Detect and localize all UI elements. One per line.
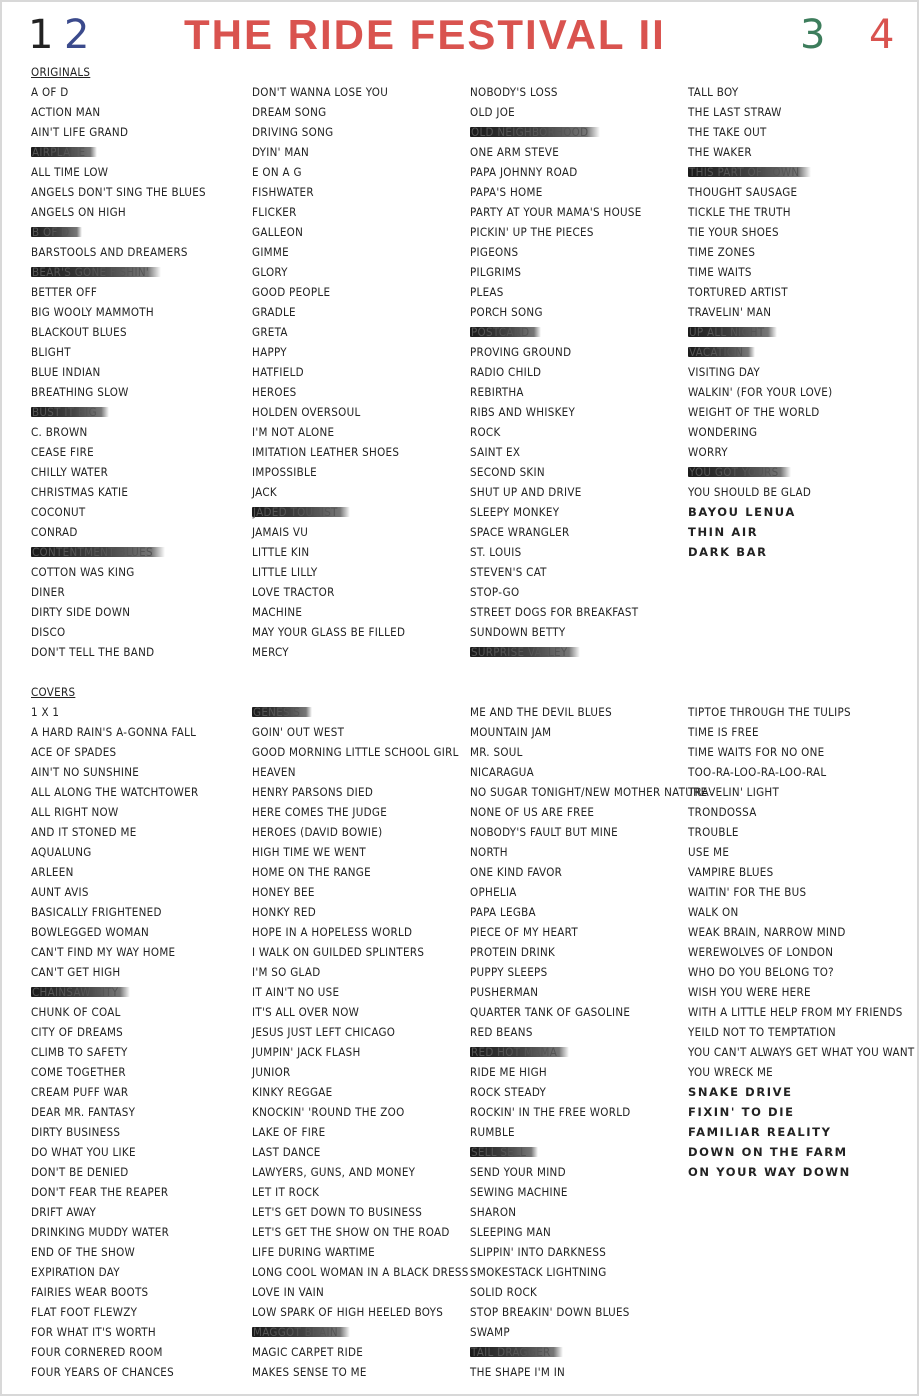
song-item: MR. SOUL — [470, 745, 523, 759]
song-item: FOR WHAT IT'S WORTH — [31, 1325, 156, 1339]
song-item: ME AND THE DEVIL BLUES — [470, 705, 612, 719]
column-number-2: 2 — [64, 12, 90, 58]
song-item: WISH YOU WERE HERE — [688, 985, 811, 999]
song-item: SHUT UP AND DRIVE — [470, 485, 582, 499]
song-item: THE LAST STRAW — [688, 105, 782, 119]
song-item: WEIGHT OF THE WORLD — [688, 405, 820, 419]
song-item: ROCK STEADY — [470, 1085, 547, 1099]
song-item: WEREWOLVES OF LONDON — [688, 945, 834, 959]
song-item: LONG COOL WOMAN IN A BLACK DRESS — [252, 1265, 469, 1279]
song-item: GLORY — [252, 265, 288, 279]
song-item: A OF D — [31, 85, 69, 99]
song-item: SPACE WRANGLER — [470, 525, 570, 539]
song-item: THOUGHT SAUSAGE — [688, 185, 798, 199]
song-item: LET'S GET DOWN TO BUSINESS — [252, 1205, 423, 1219]
song-item: SECOND SKIN — [470, 465, 545, 479]
highlight-mark: SELL SELL — [470, 1147, 538, 1157]
song-item: ROCK — [470, 425, 501, 439]
song-item: ALL RIGHT NOW — [31, 805, 119, 819]
song-item: PICKIN' UP THE PIECES — [470, 225, 594, 239]
song-item: WONDERING — [688, 425, 758, 439]
highlight-mark: BEAR'S GONE FISHIN' — [31, 267, 161, 277]
song-item: ALL TIME LOW — [31, 165, 109, 179]
song-item: EXPIRATION DAY — [31, 1265, 120, 1279]
highlight-mark: THIS PART OF TOWN — [688, 167, 811, 177]
song-item-played — [688, 162, 908, 182]
song-item: WHO DO YOU BELONG TO? — [688, 965, 834, 979]
song-item: ACTION MAN — [31, 105, 101, 119]
song-item-played — [470, 1042, 690, 1062]
song-item: PUPPY SLEEPS — [470, 965, 548, 979]
song-item: HONEY BEE — [252, 885, 315, 899]
song-item: REBIRTHA — [470, 385, 524, 399]
song-item: MAKES SENSE TO ME — [252, 1365, 367, 1379]
originals-column-1 — [31, 62, 251, 662]
song-item: LAWYERS, GUNS, AND MONEY — [252, 1165, 416, 1179]
song-item: 1 X 1 — [31, 705, 60, 719]
song-item: TIPTOE THROUGH THE TULIPS — [688, 705, 851, 719]
song-item: LITTLE KIN — [252, 545, 310, 559]
song-item: CONRAD — [31, 525, 78, 539]
song-item: NOBODY'S FAULT BUT MINE — [470, 825, 619, 839]
highlight-mark: VACATION — [688, 347, 755, 357]
song-item: TALL BOY — [688, 85, 739, 99]
song-item: TICKLE THE TRUTH — [688, 205, 791, 219]
song-item: PIECE OF MY HEART — [470, 925, 578, 939]
song-item-played — [31, 982, 251, 1002]
song-item-played — [31, 262, 251, 282]
song-item: DON'T TELL THE BAND — [31, 645, 155, 659]
song-item-played — [31, 402, 251, 422]
song-item: STEVEN'S CAT — [470, 565, 547, 579]
song-item: GOIN' OUT WEST — [252, 725, 345, 739]
song-item: THE TAKE OUT — [688, 125, 767, 139]
song-item: SEWING MACHINE — [470, 1185, 568, 1199]
song-item: PILGRIMS — [470, 265, 522, 279]
song-item: DINER — [31, 585, 65, 599]
song-item: LET'S GET THE SHOW ON THE ROAD — [252, 1225, 450, 1239]
highlight-mark: CHAINSAW CITY — [31, 987, 130, 997]
song-item-played — [252, 1322, 472, 1342]
song-item: LOVE TRACTOR — [252, 585, 335, 599]
song-item: GIMME — [252, 245, 289, 259]
song-item: PROTEIN DRINK — [470, 945, 556, 959]
song-item: ACE OF SPADES — [31, 745, 117, 759]
song-item: HEROES (DAVID BOWIE) — [252, 825, 383, 839]
song-item: JACK — [252, 485, 277, 499]
song-item: MAGIC CARPET RIDE — [252, 1345, 364, 1359]
song-item: HEROES — [252, 385, 297, 399]
song-item-played — [31, 542, 251, 562]
song-item: FIXIN' TO DIE — [688, 1105, 795, 1119]
song-item: BLIGHT — [31, 345, 71, 359]
song-item: YOU CAN'T ALWAYS GET WHAT YOU WANT — [688, 1045, 915, 1059]
song-item: IMPOSSIBLE — [252, 465, 317, 479]
song-item: CHRISTMAS KATIE — [31, 485, 129, 499]
song-item: WALKIN' (FOR YOUR LOVE) — [688, 385, 833, 399]
song-item: DEAR MR. FANTASY — [31, 1105, 136, 1119]
song-item: SLIPPIN' INTO DARKNESS — [470, 1245, 607, 1259]
song-item-played — [31, 222, 251, 242]
song-item: NORTH — [470, 845, 508, 859]
song-item: USE ME — [688, 845, 730, 859]
song-item: ST. LOUIS — [470, 545, 522, 559]
originals-column-2 — [252, 62, 472, 662]
song-item: CHILLY WATER — [31, 465, 109, 479]
song-item-played — [252, 702, 472, 722]
song-item: QUARTER TANK OF GASOLINE — [470, 1005, 631, 1019]
song-item: IMITATION LEATHER SHOES — [252, 445, 400, 459]
song-item: DRIFT AWAY — [31, 1205, 97, 1219]
song-item: YEILD NOT TO TEMPTATION — [688, 1025, 836, 1039]
song-item: CAN'T FIND MY WAY HOME — [31, 945, 176, 959]
song-item: ALL ALONG THE WATCHTOWER — [31, 785, 199, 799]
song-item: STREET DOGS FOR BREAKFAST — [470, 605, 639, 619]
song-item: DARK BAR — [688, 545, 768, 559]
song-item: RIBS AND WHISKEY — [470, 405, 576, 419]
song-item: WITH A LITTLE HELP FROM MY FRIENDS — [688, 1005, 903, 1019]
covers-column-3 — [470, 682, 708, 1382]
song-item: TOO-RA-LOO-RA-LOO-RAL — [688, 765, 827, 779]
song-item: HENRY PARSONS DIED — [252, 785, 374, 799]
song-item: JUNIOR — [252, 1065, 291, 1079]
song-item: SLEEPING MAN — [470, 1225, 552, 1239]
song-item: STOP BREAKIN' DOWN BLUES — [470, 1305, 630, 1319]
song-item: FAIRIES WEAR BOOTS — [31, 1285, 149, 1299]
song-item: NONE OF US ARE FREE — [470, 805, 595, 819]
song-item: LAKE OF FIRE — [252, 1125, 326, 1139]
song-item: ON YOUR WAY DOWN — [688, 1165, 851, 1179]
song-item: TRAVELIN' MAN — [688, 305, 772, 319]
highlight-mark: UP ALL NIGHT — [688, 327, 777, 337]
song-item: RUMBLE — [470, 1125, 515, 1139]
song-item: GALLEON — [252, 225, 304, 239]
song-item: DRINKING MUDDY WATER — [31, 1225, 170, 1239]
song-item: NICARAGUA — [470, 765, 535, 779]
highlight-mark: AIRPLANE — [31, 147, 97, 157]
spacer — [688, 682, 908, 702]
song-item: HOME ON THE RANGE — [252, 865, 371, 879]
song-item: AIN'T NO SUNSHINE — [31, 765, 140, 779]
song-item: PROVING GROUND — [470, 345, 572, 359]
song-item: STOP-GO — [470, 585, 520, 599]
song-item: PAPA'S HOME — [470, 185, 543, 199]
song-item: PARTY AT YOUR MAMA'S HOUSE — [470, 205, 642, 219]
song-item: SNAKE DRIVE — [688, 1085, 793, 1099]
highlight-mark: CONTENTMENT BLUES — [31, 547, 165, 557]
song-item: CREAM PUFF WAR — [31, 1085, 129, 1099]
song-item: I WALK ON GUILDED SPLINTERS — [252, 945, 425, 959]
song-item: SHARON — [470, 1205, 517, 1219]
song-item: LOVE IN VAIN — [252, 1285, 325, 1299]
song-item: CAN'T GET HIGH — [31, 965, 121, 979]
song-item: TORTURED ARTIST — [688, 285, 788, 299]
song-item: FAMILIAR REALITY — [688, 1125, 832, 1139]
song-item: NO SUGAR TONIGHT/NEW MOTHER NATURE — [470, 785, 708, 799]
song-item: LITTLE LILLY — [252, 565, 318, 579]
song-item: VISITING DAY — [688, 365, 761, 379]
song-item: TRAVELIN' LIGHT — [688, 785, 780, 799]
song-item: ANGELS DON'T SING THE BLUES — [31, 185, 206, 199]
song-item-played — [470, 122, 690, 142]
song-item: KNOCKIN' 'ROUND THE ZOO — [252, 1105, 405, 1119]
song-item: ONE ARM STEVE — [470, 145, 560, 159]
spacer — [470, 682, 690, 702]
song-item: FISHWATER — [252, 185, 314, 199]
highlight-mark: SURPRISE VALLEY — [470, 647, 580, 657]
song-item: HATFIELD — [252, 365, 304, 379]
song-item: VAMPIRE BLUES — [688, 865, 774, 879]
song-item: DISCO — [31, 625, 66, 639]
song-item-played — [470, 322, 690, 342]
song-item: COTTON WAS KING — [31, 565, 135, 579]
spacer — [252, 682, 472, 702]
song-item: SUNDOWN BETTY — [470, 625, 566, 639]
song-item: SEND YOUR MIND — [470, 1165, 566, 1179]
song-item: BAYOU LENUA — [688, 505, 796, 519]
song-item: AUNT AVIS — [31, 885, 89, 899]
song-item: TIME ZONES — [688, 245, 756, 259]
song-item: DON'T WANNA LOSE YOU — [252, 85, 389, 99]
song-item: BIG WOOLY MAMMOTH — [31, 305, 155, 319]
song-item: SWAMP — [470, 1325, 510, 1339]
song-item: HOLDEN OVERSOUL — [252, 405, 361, 419]
song-item: PIGEONS — [470, 245, 519, 259]
song-item: GRADLE — [252, 305, 296, 319]
highlight-mark: RED HOT MAMA — [470, 1047, 569, 1057]
song-item: HEAVEN — [252, 765, 296, 779]
song-item: SLEEPY MONKEY — [470, 505, 560, 519]
song-item: FOUR CORNERED ROOM — [31, 1345, 163, 1359]
song-item: ANGELS ON HIGH — [31, 205, 126, 219]
song-item: I'M SO GLAD — [252, 965, 321, 979]
highlight-mark: POSTCARD — [470, 327, 541, 337]
page-title: THE RIDE FESTIVAL II — [184, 11, 666, 58]
song-item: C. BROWN — [31, 425, 88, 439]
spacer — [688, 62, 908, 82]
song-item: IT'S ALL OVER NOW — [252, 1005, 360, 1019]
song-item: BETTER OFF — [31, 285, 98, 299]
song-item: DREAM SONG — [252, 105, 327, 119]
song-item: DRIVING SONG — [252, 125, 334, 139]
song-item: RED BEANS — [470, 1025, 533, 1039]
song-item: GRETA — [252, 325, 288, 339]
song-item: SOLID ROCK — [470, 1285, 538, 1299]
song-item: JUMPIN' JACK FLASH — [252, 1045, 361, 1059]
column-number-3: 3 — [800, 12, 826, 58]
song-item: CHUNK OF COAL — [31, 1005, 121, 1019]
song-item: BOWLEGGED WOMAN — [31, 925, 150, 939]
song-item: WAITIN' FOR THE BUS — [688, 885, 807, 899]
song-item-played — [688, 322, 908, 342]
covers-column-1 — [31, 682, 251, 1382]
originals-column-3 — [470, 62, 690, 662]
spacer — [252, 62, 472, 82]
song-item: E ON A G — [252, 165, 302, 179]
song-item: BARSTOOLS AND DREAMERS — [31, 245, 188, 259]
song-item: FOUR YEARS OF CHANCES — [31, 1365, 174, 1379]
song-item: IT AIN'T NO USE — [252, 985, 340, 999]
song-item-played — [31, 142, 251, 162]
song-item: FLICKER — [252, 205, 297, 219]
song-item: LET IT ROCK — [252, 1185, 320, 1199]
song-item: RIDE ME HIGH — [470, 1065, 548, 1079]
song-item: ARLEEN — [31, 865, 74, 879]
originals-column-4 — [688, 62, 908, 562]
song-item-played — [470, 1342, 690, 1362]
song-item: AND IT STONED ME — [31, 825, 137, 839]
song-item: HAPPY — [252, 345, 287, 359]
song-item: SMOKESTACK LIGHTNING — [470, 1265, 607, 1279]
song-item: A HARD RAIN'S A-GONNA FALL — [31, 725, 197, 739]
song-item: TIME WAITS FOR NO ONE — [688, 745, 825, 759]
column-number-4: 4 — [869, 12, 895, 58]
song-item: MOUNTAIN JAM — [470, 725, 552, 739]
song-item: DON'T FEAR THE REAPER — [31, 1185, 169, 1199]
highlight-mark: MAGGOT BRAIN — [252, 1327, 350, 1337]
song-item-played — [470, 1142, 690, 1162]
song-item: OPHELIA — [470, 885, 517, 899]
song-item: WEAK BRAIN, NARROW MIND — [688, 925, 846, 939]
originals-heading: ORIGINALS — [31, 65, 91, 79]
song-item: TIME IS FREE — [688, 725, 759, 739]
song-item: MAY YOUR GLASS BE FILLED — [252, 625, 406, 639]
song-item: PORCH SONG — [470, 305, 543, 319]
song-item: I'M NOT ALONE — [252, 425, 335, 439]
song-item-played — [252, 502, 472, 522]
song-item: LOW SPARK OF HIGH HEELED BOYS — [252, 1305, 444, 1319]
song-item-played — [688, 462, 908, 482]
song-item: TIE YOUR SHOES — [688, 225, 779, 239]
song-item: JAMAIS VU — [252, 525, 309, 539]
song-item: BLACKOUT BLUES — [31, 325, 127, 339]
song-item: MERCY — [252, 645, 289, 659]
song-item: TRONDOSSA — [688, 805, 757, 819]
song-item-played — [688, 342, 908, 362]
song-item: WORRY — [688, 445, 728, 459]
song-item: END OF THE SHOW — [31, 1245, 136, 1259]
song-item: RADIO CHILD — [470, 365, 542, 379]
highlight-mark: TAIL DRAGGER — [470, 1347, 563, 1357]
song-item: WALK ON — [688, 905, 739, 919]
song-item: COCONUT — [31, 505, 86, 519]
song-item: TROUBLE — [688, 825, 739, 839]
song-item: DYIN' MAN — [252, 145, 310, 159]
song-item: THIN AIR — [688, 525, 759, 539]
song-item: LIFE DURING WARTIME — [252, 1245, 375, 1259]
song-item: YOU SHOULD BE GLAD — [688, 485, 812, 499]
song-item: DIRTY BUSINESS — [31, 1125, 121, 1139]
song-item: COME TOGETHER — [31, 1065, 126, 1079]
song-item: PAPA JOHNNY ROAD — [470, 165, 578, 179]
song-item: BASICALLY FRIGHTENED — [31, 905, 162, 919]
song-item: GOOD MORNING LITTLE SCHOOL GIRL — [252, 745, 459, 759]
song-item: OLD JOE — [470, 105, 515, 119]
song-item: MACHINE — [252, 605, 303, 619]
song-item: DON'T BE DENIED — [31, 1165, 129, 1179]
highlight-mark: GENESIS — [252, 707, 312, 717]
song-item: HONKY RED — [252, 905, 317, 919]
song-item: PLEAS — [470, 285, 504, 299]
column-number-1: 1 — [28, 12, 54, 58]
song-item: KINKY REGGAE — [252, 1085, 333, 1099]
song-item-played — [470, 642, 690, 662]
highlight-mark: B OF D — [31, 227, 82, 237]
song-item: LAST DANCE — [252, 1145, 321, 1159]
song-item: AIN'T LIFE GRAND — [31, 125, 129, 139]
highlight-mark: BUST IT BIG — [31, 407, 109, 417]
song-item: BLUE INDIAN — [31, 365, 101, 379]
song-item: ROCKIN' IN THE FREE WORLD — [470, 1105, 631, 1119]
song-item: GOOD PEOPLE — [252, 285, 331, 299]
song-item: PUSHERMAN — [470, 985, 539, 999]
song-item: CITY OF DREAMS — [31, 1025, 124, 1039]
header — [0, 0, 923, 70]
song-item: THE SHAPE I'M IN — [470, 1365, 566, 1379]
song-item: HIGH TIME WE WENT — [252, 845, 367, 859]
song-item: FLAT FOOT FLEWZY — [31, 1305, 138, 1319]
song-item: NOBODY'S LOSS — [470, 85, 558, 99]
song-item: JESUS JUST LEFT CHICAGO — [252, 1025, 396, 1039]
song-item: DOWN ON THE FARM — [688, 1145, 848, 1159]
song-item: HERE COMES THE JUDGE — [252, 805, 388, 819]
covers-column-4 — [688, 682, 915, 1182]
covers-heading: COVERS — [31, 685, 76, 699]
song-item: PAPA LEGBA — [470, 905, 536, 919]
song-item: DO WHAT YOU LIKE — [31, 1145, 136, 1159]
song-item: CEASE FIRE — [31, 445, 94, 459]
song-item: THE WAKER — [688, 145, 752, 159]
song-item: HOPE IN A HOPELESS WORLD — [252, 925, 413, 939]
highlight-mark: OLD NEIGHBORHOOD — [470, 127, 600, 137]
highlight-mark: JADED TOURIST — [252, 507, 350, 517]
song-item: AQUALUNG — [31, 845, 92, 859]
song-item: SAINT EX — [470, 445, 521, 459]
song-item: BREATHING SLOW — [31, 385, 129, 399]
song-item: CLIMB TO SAFETY — [31, 1045, 128, 1059]
highlight-mark: YOU GOT YOURS — [688, 467, 791, 477]
song-item: ONE KIND FAVOR — [470, 865, 563, 879]
song-item: TIME WAITS — [688, 265, 752, 279]
covers-column-2 — [252, 682, 472, 1382]
spacer — [470, 62, 690, 82]
song-item: YOU WRECK ME — [688, 1065, 774, 1079]
song-item: DIRTY SIDE DOWN — [31, 605, 131, 619]
